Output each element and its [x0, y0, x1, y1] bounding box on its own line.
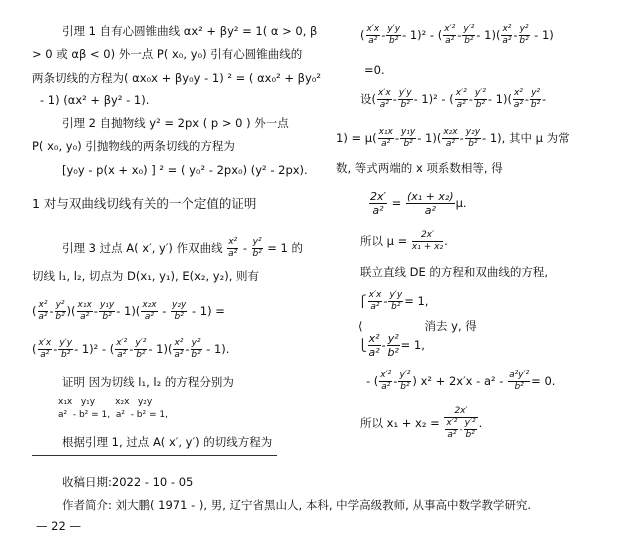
r-coef-eq: $\frac{2x'}{\text{a²}}$ = $\frac{\text{(x₁ + x₂)}}{\text{a²}}$ μ.	[370, 190, 467, 217]
r-line-de: 联立直线 DE 的方程和双曲线的方程,	[360, 265, 549, 279]
r-zero: =0.	[364, 63, 385, 77]
frac-x2-a2: $\frac{\text{x²}}{\text{a²}}$	[228, 237, 238, 259]
lemma1-line4: - 1) (αx² + βy² - 1).	[40, 93, 150, 107]
equation-1: ( $\frac{\text{x²}}{\text{a²}}$ - $\frac{\text{y²}}{\text{b²}}$ )( $\frac{\text{x₁x}}{\text{a²}}$ - $\frac{\text{y₁y}}{\text{b²}}$ - 1)( $\frac{\text{x₂x}}{\text{a²}}$ - $\frac{\text{y₂y}}{\text{b²}}$ - 1) =	[32, 300, 225, 322]
received-date: 收稿日期:2022 - 10 - 05	[62, 475, 194, 489]
r-system-2: ⎩ $\frac{\text{x²}}{\text{a²}}$ - $\frac{\text{y²}}{\text{b²}}$ = 1,	[358, 332, 425, 359]
lemma1-line1: 引理 1 自有心圆锥曲线 αx² + βy² = 1( α > 0, β	[62, 24, 318, 38]
frac-y2-b2: $\frac{\text{y²}}{\text{b²}}$	[252, 237, 262, 259]
lemma3-line1: 引理 3 过点 A( x′, y′) 作双曲线 $\frac{\text{x²}}{\text{a²}}$ - $\frac{\text{y²}}{\text{b²}}$ = 1 的	[62, 237, 303, 259]
lemma1-line2: > 0 或 αβ < 0) 外一点 P( x₀, y₀) 引有心圆锥曲线的	[32, 47, 303, 61]
proof-intro: 证明 因为切线 l₁, l₂ 的方程分别为	[62, 375, 234, 389]
tangent-equations: x₁x y₁y x₂x y₂y a² - b² = 1, a² - b² = 1,	[58, 397, 168, 420]
author-bio: 作者简介: 刘大鹏( 1971 - ), 男, 辽宁省黑山人, 本科, 中学高级教师, 从事高中数学教学研究.	[62, 498, 532, 512]
r-mu-line: 1) = μ( $\frac{\text{x₁x}}{\text{a²}}$ - $\frac{\text{y₁y}}{\text{b²}}$ - 1)( $\frac{\text{x₂x}}{\text{a²}}$ - $\frac{\text{y₂y}}{\text{b²}}$ - 1), 其中 μ 为常	[336, 127, 570, 149]
page-number: — 22 —	[36, 519, 81, 533]
r-elim-line: ⟨ 消去 y, 得	[358, 319, 477, 333]
r-equation-1: ( $\frac{x'x}{\text{a²}}$ - $\frac{y'y}{\text{b²}}$ - 1)² - ( $\frac{\text{x′²}}{\text{a²}}$ - $\frac{\text{y′²}}{\text{b²}}$ - 1)( $\frac{\text{x²}}{\text{a²}}$ - $\frac{\text{y²}}{\text{b²}}$ - 1)	[360, 24, 554, 46]
lemma2-line1: 引理 2 自抛物线 y² = 2px ( p > 0 ) 外一点	[62, 116, 289, 130]
r-system-1: ⎧ $\frac{x'x}{\text{a²}}$ - $\frac{y'y}{\text{b²}}$ = 1,	[358, 290, 429, 312]
section-title: 1 对与双曲线切线有关的一个定值的证明	[32, 196, 257, 211]
r-set: 设( $\frac{x'x}{\text{a²}}$ - $\frac{y'y}{\text{b²}}$ - 1)² - ( $\frac{\text{x′²}}{\text{a²}}$ - $\frac{\text{y′²}}{\text{b²}}$ - 1)( $\frac{\text{x²}}{\text{a²}}$ - $\frac{\text{y²}}{\text{b²}}$ -	[360, 88, 547, 110]
lemma2-line2: P( x₀, y₀) 引抛物线的两条切线的方程为	[32, 139, 235, 153]
r-so-mu: 所以 μ = $\frac{2x'}{\text{x₁ + x₂}}$ .	[360, 230, 448, 252]
footnote-divider	[32, 455, 277, 456]
lemma2-line3: [y₀y - p(x + x₀) ] ² = ( y₀² - 2px₀) (y² - 2px).	[62, 163, 308, 177]
lemma1-apply: 根据引理 1, 过点 A( x′, y′) 的切线方程为	[62, 435, 273, 449]
r-sum: 所以 x₁ + x₂ = 2x′ $\frac{\text{x′²}}{\text{a²}}$ - $\frac{\text{y′²}}{\text{b²}}$ .	[360, 406, 483, 440]
equation-2: ( $\frac{x'x}{\text{a²}}$ - $\frac{y'y}{\text{b²}}$ - 1)² - ( $\frac{\text{x′²}}{\text{a²}}$ - $\frac{\text{y′²}}{\text{b²}}$ - 1)( $\frac{\text{x²}}{\text{a²}}$ - $\frac{\text{y²}}{\text{b²}}$ - 1).	[32, 338, 230, 360]
r-quadratic: - ( $\frac{\text{x′²}}{\text{a²}}$ - $\frac{\text{y′²}}{\text{b²}}$ ) x² + 2x′x - a² - $\frac{\text{a²y′²}}{\text{b²}}$ = 0.	[366, 370, 556, 392]
r-mu-c: 数, 等式两端的 x 项系数相等, 得	[336, 161, 503, 175]
lemma3-line2: 切线 l₁, l₂, 切点为 D(x₁, y₁), E(x₂, y₂), 则有	[32, 269, 260, 283]
lemma1-line3: 两条切线的方程为( αx₀x + βy₀y - 1) ² = ( αx₀² + βy₀²	[32, 71, 321, 85]
